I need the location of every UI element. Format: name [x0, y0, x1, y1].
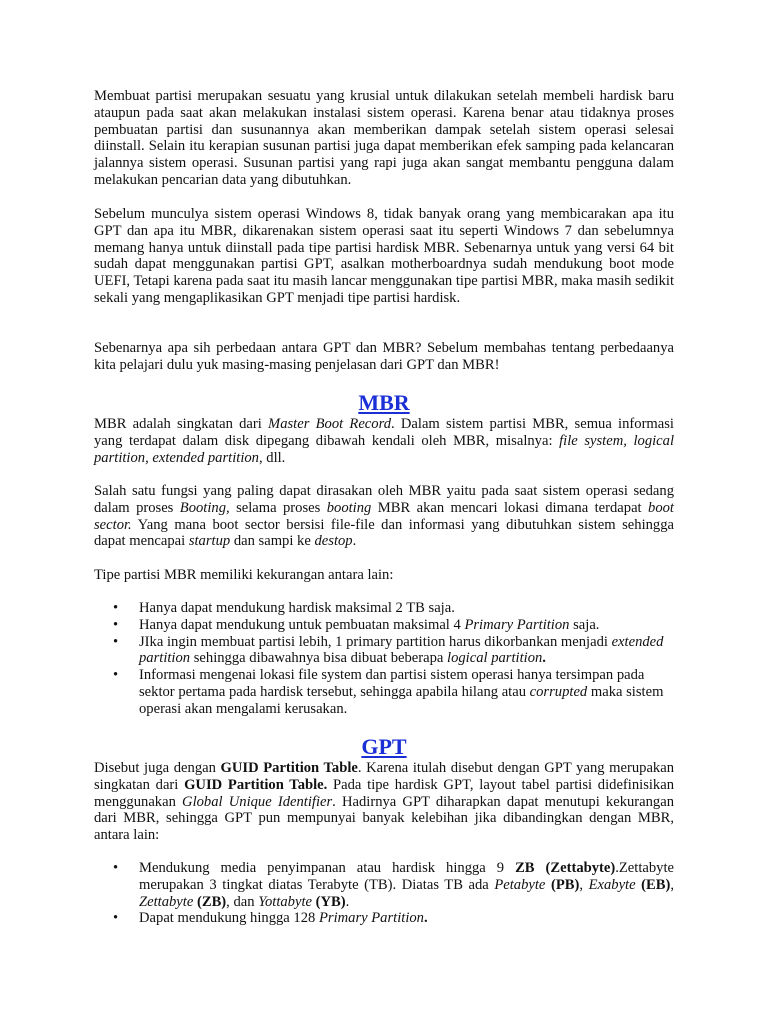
list-item: • Hanya dapat mendukung untuk pembuatan maksimal 4 Primary Partition saja. — [113, 616, 600, 633]
list-item: • Dapat mendukung hingga 128 Primary Partition. — [113, 910, 428, 927]
bullet-icon: • — [113, 600, 119, 616]
paragraph-background: Sebelum munculya sistem operasi Windows 8, tidak banyak orang yang membicarakan apa itu GPT dan apa itu MBR, dikarenakan sistem operasi saat itu seperti Windows 7 dan sebelumnya memang hanya untuk diinstall pada tipe partisi hardisk MBR. Sebenarnya untuk yang versi 64 bit sudah dapat menggunakan partisi GPT, asalkan motherboardnya sudah mendukung boot mode UEFI, Tetapi karena pada saat itu masih lancar menggunakan tipe partisi MBR, maka masih sedikit sekali yang mengaplikasikan GPT menjadi tipe partisi hardisk. — [94, 206, 674, 306]
bullet-icon: • — [113, 667, 119, 684]
paragraph-gpt-intro: Disebut juga dengan GUID Partition Table. Karena itulah disebut dengan GPT yang merupakan singkatan dari GUID Partition Table. Pada tipe hardisk GPT, layout tabel partisi didefinisikan menggunakan Global Unique Identifier. Hadirnya GPT diharapkan dapat menutupi kekurangan dari MBR, sehingga GPT pun mempunyai banyak kelebihan jika dibandingkan dengan MBR, antara lain: — [94, 760, 674, 844]
heading-mbr[interactable]: MBR — [358, 390, 410, 415]
list-item: • JIka ingin membuat partisi lebih, 1 primary partition harus dikorbankan menjadi extended partition sehingga dibawahnya bisa dibuat beberapa logical partition. — [113, 633, 664, 667]
bullet-icon: • — [113, 860, 119, 876]
paragraph-mbr-lead: Tipe partisi MBR memiliki kekurangan antara lain: — [94, 567, 394, 583]
paragraph-intro: Membuat partisi merupakan sesuatu yang krusial untuk dilakukan setelah membeli hardisk baru ataupun pada saat akan melakukan instalasi sistem operasi. Karena benar atau tidaknya proses pembuatan partisi dan susunannya akan memberikan dampak setelah sistem operasi selesai diinstall. Selain itu kerapian susunan partisi juga dapat memberikan efek samping pada kelancaran jalannya sistem operasi. Susunan partisi yang rapi juga akan sangat membantu pengguna dalam melakukan pencarian data yang dibutuhkan. — [94, 88, 674, 188]
list-mbr-drawbacks — [94, 600, 674, 718]
paragraph-mbr-function: Salah satu fungsi yang paling dapat dirasakan oleh MBR yaitu pada saat sistem operasi sedang dalam proses Booting, selama proses booting MBR akan mencari lokasi dimana terdapat boot sector. Yang mana boot sector bersisi file-file dan informasi yang dibutuhkan sistem sehingga dapat mencapai startup dan sampi ke destop. — [94, 483, 674, 550]
heading-gpt[interactable]: GPT — [361, 734, 407, 759]
list-item: • Mendukung media penyimpanan atau hardisk hingga 9 ZB (Zettabyte).Zettabyte merupakan 3 tingkat diatas Terabyte (TB). Diatas TB ada Petabyte (PB), Exabyte (EB), Zettabyte (ZB), dan Yottabyte (YB). — [113, 860, 674, 910]
paragraph-question: Sebenarnya apa sih perbedaan antara GPT dan MBR? Sebelum membahas tentang perbedaanya kita pelajari dulu yuk masing-masing penjelasan dari GPT dan MBR! — [94, 340, 674, 373]
list-gpt-advantages — [94, 860, 674, 927]
paragraph-mbr-intro: MBR adalah singkatan dari Master Boot Record. Dalam sistem partisi MBR, semua informasi yang terdapat dalam disk dipegang dibawah kendali oleh MBR, misalnya: file system, logical partition, extended partition, dll. — [94, 416, 674, 466]
list-item: • Hanya dapat mendukung hardisk maksimal 2 TB saja. — [113, 600, 455, 616]
bullet-icon: • — [113, 910, 119, 927]
bullet-icon: • — [113, 633, 119, 650]
list-item: • Informasi mengenai lokasi file system dan partisi sistem operasi hanya tersimpan pada sektor pertama pada hardisk tersebut, sehingga apabila hilang atau corrupted maka sistem operasi akan mengalami kerusakan. — [113, 667, 664, 717]
bullet-icon: • — [113, 616, 119, 633]
